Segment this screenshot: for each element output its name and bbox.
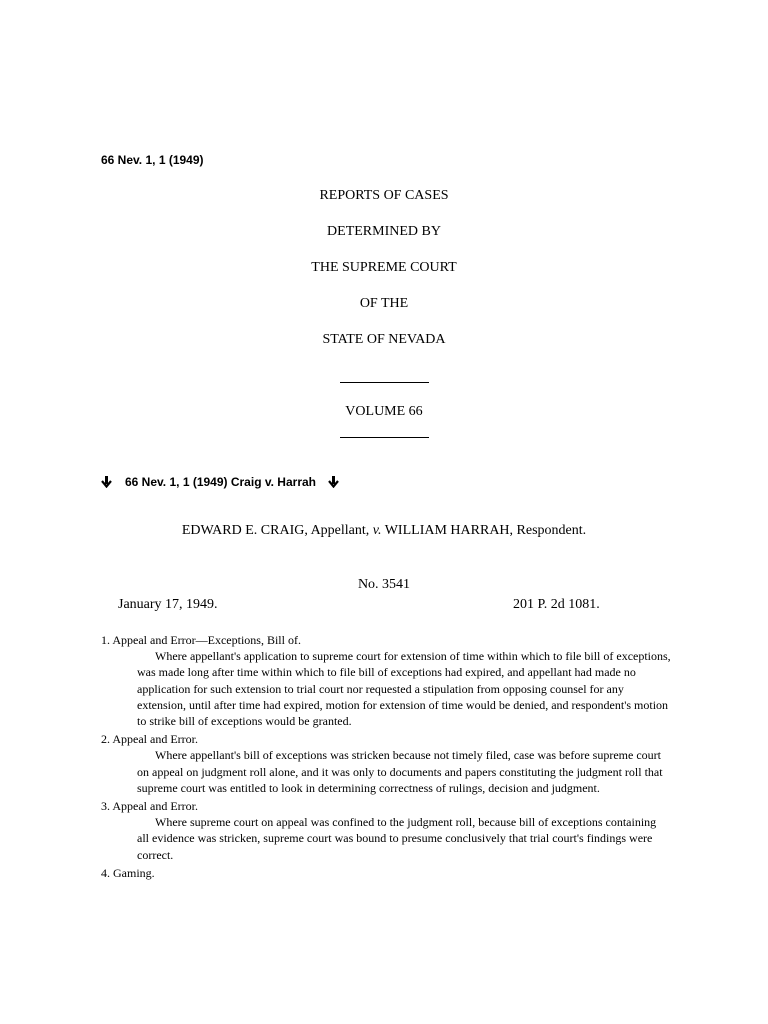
headnotes <box>101 632 671 881</box>
case-nav-title: 66 Nev. 1, 1 (1949) Craig v. Harrah <box>125 475 316 489</box>
decision-date: January 17, 1949. <box>118 597 218 612</box>
headnote-body: Where appellant's bill of exceptions was stricken because not timely filed, case was before supreme court on appeal on judgment roll alone, and it was only to documents and papers constituting the judgment roll that supreme court was entitled to look in determining correctness of rulings, decision and judgment. <box>137 748 663 795</box>
headnote-title: 4. Gaming. <box>101 865 155 880</box>
divider-top <box>340 382 429 383</box>
title-line-1: REPORTS OF CASES <box>319 188 449 203</box>
headnote-title: 2. Appeal and Error. <box>101 732 198 747</box>
case-parties <box>180 521 588 540</box>
volume-label: VOLUME 66 <box>345 404 423 419</box>
title-line-4: OF THE <box>359 296 409 311</box>
down-arrow-icon[interactable] <box>328 476 339 488</box>
reporter-citation: 201 P. 2d 1081. <box>513 597 600 612</box>
respondent: WILLIAM HARRAH, Respondent. <box>384 523 587 538</box>
divider-bottom <box>340 437 429 438</box>
headnote-body: Where supreme court on appeal was confined to the judgment roll, because bill of exceptions containing all evidence was stricken, supreme court was bound to presume conclusively that trial court's findings were correct. <box>137 815 657 862</box>
case-nav <box>101 475 339 489</box>
headnote-body: Where appellant's application to supreme court for extension of time within which to file bill of exceptions, was made long after time within which to file bill of exceptions had expired, and appellant had made no application for such extension to trial court nor requested a stipulation from opposing counsel for any extension, until after time had expired, motion for extension of time would be denied, and respondent's motion to strike bill of exceptions would be granted. <box>137 649 671 729</box>
title-line-2: DETERMINED BY <box>327 224 441 239</box>
title-line-5: STATE OF NEVADA <box>322 332 446 347</box>
appellant: EDWARD E. CRAIG, Appellant, <box>181 523 370 538</box>
down-arrow-icon[interactable] <box>101 476 112 488</box>
headnote-title: 3. Appeal and Error. <box>101 799 198 814</box>
versus: v. <box>372 523 382 538</box>
docket-number: No. 3541 <box>357 577 411 592</box>
title-line-3: THE SUPREME COURT <box>311 260 457 275</box>
headnote-title: 1. Appeal and Error—Exceptions, Bill of. <box>101 633 301 647</box>
citation: 66 Nev. 1, 1 (1949) <box>101 153 204 167</box>
